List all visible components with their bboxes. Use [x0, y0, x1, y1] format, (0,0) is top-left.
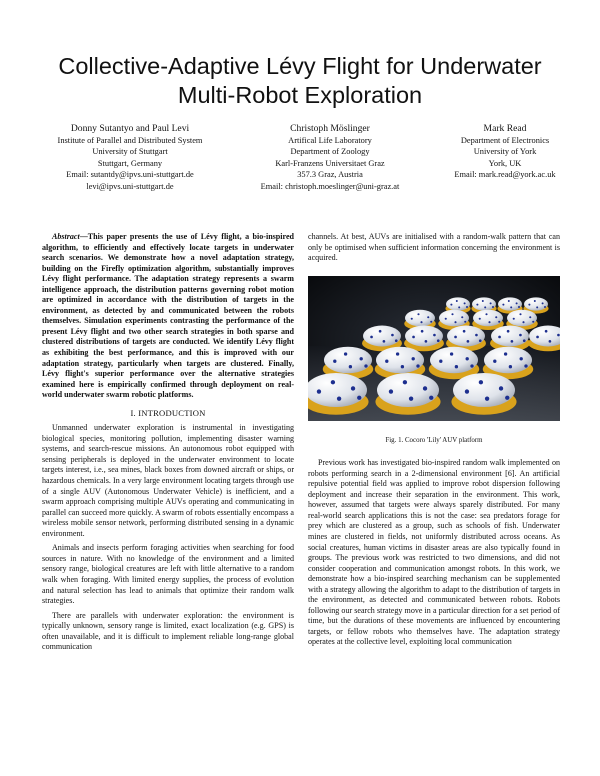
author-3 [430, 123, 580, 181]
auv-robot-sensor-dot [456, 300, 458, 302]
auv-robot-sensor-dot [383, 340, 386, 343]
author-2-name: Christoph Möslinger [290, 123, 370, 134]
title-line-1: Collective-Adaptive Lévy Flight for Underwater [58, 53, 542, 79]
auv-robot-sensor-dot [498, 320, 500, 322]
auv-robot-sensor-dot [416, 364, 419, 367]
auv-photo-image [308, 276, 560, 421]
auv-robot-sensor-dot [510, 306, 512, 308]
auv-robot-sensor-dot [536, 306, 538, 308]
author-2-lab: Artifical Life Laboratory [288, 136, 372, 145]
auv-robot-hull [447, 325, 485, 346]
auv-robot-sensor-dot [522, 321, 524, 323]
auv-robot-sensor-dot [464, 320, 466, 322]
auv-robot-sensor-dot [475, 333, 478, 336]
abstract-text: —This paper presents the use of Lévy flight, a bio-inspired algorithm, to efficiently and effectively locate targets in underwater search scenarios. We demonstrate how a novel adaptation strategy, building on the Firefly optimization algorithm, substantially improves Lévy flight performance. The adaptation strategy represents a swarm intelligence approach, the distribution patterns governing robot motion are optimized in accordance with the distribution of targets in the environment, as detected by and communicated between the robots themselves. Simulation experiments contrasting the performance of the present Lévy flight and two other search strategies in both sparse and clustered distributions of targets are conducted. We identify Lévy flight as exhibiting the best performance, and this is improved with our adaptation strategy, particularly when targets are clustered. Finally, Lévy flight's superior performance over the alternative strategies examined here is empirically confirmed through deployment on real-world underwater swarm robotic platforms. [42, 232, 294, 400]
auv-robot-sensor-dot [458, 306, 460, 308]
auv-robot-sensor-dot [545, 330, 548, 333]
auv-robot-sensor-dot [433, 333, 436, 336]
auv-robot [308, 373, 369, 415]
auv-robot-sensor-dot [463, 330, 466, 333]
auv-robot-sensor-dot [476, 303, 478, 305]
auv-robot-sensor-dot [349, 365, 352, 368]
auv-robot-sensor-dot [409, 396, 413, 400]
auv-robot-sensor-dot [502, 303, 504, 305]
auv-robot-sensor-dot [450, 303, 452, 305]
auv-robot-sensor-dot [421, 330, 424, 333]
figure-caption: Fig. 1. Cocoro 'Lily' AUV platform [385, 436, 483, 444]
auv-robot-sensor-dot [439, 359, 442, 362]
author-2-email-line: Email: christoph.moeslinger@uni-graz.at [260, 181, 400, 191]
auv-robot-hull [453, 373, 515, 407]
auv-robot-sensor-dot [484, 306, 486, 308]
auv-robot-sensor-dot [465, 389, 469, 393]
auv-robot-sensor-dot [508, 300, 510, 302]
auv-robot-sensor-dot [536, 335, 539, 338]
auv-robot-hull [363, 325, 401, 346]
auv-robot-sensor-dot [344, 352, 347, 355]
auv-robot-sensor-dot [412, 357, 415, 360]
auv-robot-sensor-dot [505, 395, 509, 399]
auv-robot-sensor-dot [488, 321, 490, 323]
auv-robot-sensor-dot [485, 396, 489, 400]
auv-robot-sensor-dot [470, 364, 473, 367]
auv-robot-sensor-dot [437, 339, 440, 342]
author-3-department: Department of Electronics [460, 136, 550, 145]
author-2-location: 357.3 Graz, Austria [297, 170, 363, 180]
title-line-2: Multi-Robot Exploration [177, 82, 423, 108]
auv-robot-sensor-dot [403, 380, 407, 384]
auv-robot-sensor-dot [385, 359, 388, 362]
auv-robot-sensor-dot [364, 364, 367, 367]
auv-robot-sensor-dot [331, 380, 335, 384]
auv-robot-sensor-dot [420, 321, 422, 323]
auv-robot-sensor-dot [411, 317, 413, 319]
intro-paragraph-1: Unmanned underwater exploration is instrumental in investigating biological species, monitoring pollution, implementing disaster warning systems, and search-rescue missions. An autonomous robot equipped with sensing peripherals is deployed in the underwater environment to locate targets interest, i.e., sea mines, black boxes from downed aircraft or ships, or hazardous chemicals. In a very large environment locating targets through use of a single AUV (Autonomous Underwater Vehicle) is inefficient, and a swarm approach comprising multiple AUVs operating and communicating in parallel can succeed more quickly. A swarm of robots essentially encompass a wireless mobile sensor network, performing distributed sensing in a dynamic environment. [42, 423, 294, 538]
auv-robot-sensor-dot [423, 386, 427, 390]
auv-robot-sensor-dot [455, 365, 458, 368]
intro-paragraph-2: Animals and insects perform foraging activities when searching for food sources in nature. With no knowledge of the environment and a limited sensory range, biological creatures are left with little alternative to a random walk when foraging. With limited energy supplies, the process of evolution and natural selection has lead to animals that optimize their random walk strategies. [42, 543, 294, 606]
abstract [42, 232, 294, 401]
auv-robot-sensor-dot [507, 330, 510, 333]
auv-robot-sensor-dot [451, 313, 453, 315]
auv-robot-sensor-dot [528, 303, 530, 305]
auv-robot-sensor-dot [337, 396, 341, 400]
auv-robot-sensor-dot [429, 395, 433, 399]
auv-robot-sensor-dot [317, 389, 321, 393]
auv-robot-sensor-dot [391, 333, 394, 336]
auv-robot-hull [473, 309, 503, 326]
author-1 [30, 123, 230, 192]
intro-paragraph-3: There are parallels with underwater exploration: the environment is typically unknown, sensory range is limited, exact localization (e.g. GPS) is often unavailable, and it is difficult to implement reliable long-range global communication [42, 610, 294, 652]
right-paragraph-continued: channels. At best, AUVs are initialised with a random-walk pattern that can only be optimised when sufficient information concerning the environment is acquired. [308, 232, 560, 263]
auv-robot-hull [439, 309, 469, 326]
figure-auv-photo [308, 276, 560, 421]
auv-robot-sensor-dot [445, 317, 447, 319]
auv-robot-hull [377, 373, 439, 407]
auv-robot-hull [376, 346, 424, 372]
auv-robot-sensor-dot [417, 313, 419, 315]
author-1-university: University of Stuttgart [92, 147, 168, 157]
auv-robot-sensor-dot [466, 357, 469, 360]
auv-robot-sensor-dot [427, 316, 429, 318]
auv-robot [404, 325, 444, 351]
auv-robot-sensor-dot [520, 357, 523, 360]
auv-robot-sensor-dot [454, 321, 456, 323]
auv-robot-sensor-dot [519, 313, 521, 315]
auv-robot-sensor-dot [360, 357, 363, 360]
auv-robot-sensor-dot [482, 300, 484, 302]
auv-robot-sensor-dot [379, 330, 382, 333]
auv-robot-sensor-dot [529, 316, 531, 318]
auv-robot [472, 309, 504, 329]
auv-robot-hull [524, 297, 548, 310]
auv-robot-sensor-dot [557, 333, 560, 336]
auv-robot-sensor-dot [395, 339, 398, 342]
auv-robot-sensor-dot [523, 339, 526, 342]
auv-robot-hull [430, 346, 478, 372]
auv-robot-sensor-dot [492, 306, 494, 308]
auv-robot-sensor-dot [389, 389, 393, 393]
auv-robot-sensor-dot [499, 386, 503, 390]
abstract-label: Abstract [52, 232, 80, 241]
auv-robot-sensor-dot [485, 313, 487, 315]
auv-robot [429, 346, 479, 378]
right-column [308, 232, 560, 648]
auv-robot-sensor-dot [544, 306, 546, 308]
auv-robot-sensor-dot [493, 359, 496, 362]
auv-robot-sensor-dot [357, 395, 361, 399]
auv-robot-sensor-dot [509, 365, 512, 368]
section-heading-introduction: I. INTRODUCTION [130, 407, 206, 418]
auv-robot-sensor-dot [425, 340, 428, 343]
auv-robot-sensor-dot [479, 317, 481, 319]
left-column [42, 232, 294, 653]
auv-robot-sensor-dot [396, 352, 399, 355]
author-3-university: University of York [473, 147, 537, 157]
auv-robot-sensor-dot [464, 302, 466, 304]
auv-robot-hull [491, 325, 529, 346]
author-3-name: Mark Read [483, 123, 527, 134]
auv-robot-sensor-dot [524, 364, 527, 367]
auv-robot-hull [405, 309, 435, 326]
auv-robot-sensor-dot [351, 386, 355, 390]
auv-robot-sensor-dot [490, 302, 492, 304]
auv-robot-sensor-dot [333, 359, 336, 362]
auv-robot-sensor-dot [479, 380, 483, 384]
right-paragraph-previous-work: Previous work has investigated bio-inspired random walk implemented on robots performing search in a 2-dimensional environment [6]. An artificial repulsive potential field was applied to improve robot dispersion following deployment and increase their separation in the environment. This work, however, assumed that targets were always sparely distributed. For many real-world search applications this is not the case: sea predators forage for prey which are clustered as a group, such as schools of fish. Underwater mines are clustered in fields, not uniformly distributed across oceans. As social creatures, human victims in disaster areas are also typically found in groups. The previous work was restricted to two dimensions, and did not consider cooperation and communication amongst robots. In this work, we demonstrate how a bio-inspired searching mechanism can be supplemented with a strategy allowing the algorithm to adapt to the distribution of targets in the environment, as detected and communicated between robots. Robots following our search strategy move in a particular direction for a set period of time, but the durations of these movements are influenced by encountering targets, or fellow robots who themselves have. The adaptation strategy operates at the collective level, exploiting local communication [308, 458, 560, 647]
auv-robot-hull [472, 297, 496, 310]
author-2-university: Karl-Franzens Universitaet Graz [275, 158, 385, 168]
auv-robot-sensor-dot [532, 320, 534, 322]
auv-robot-sensor-dot [450, 352, 453, 355]
auv-robot-sensor-dot [370, 335, 373, 338]
author-1-affiliation: Institute of Parallel and Distributed System [57, 136, 203, 145]
auv-robot-sensor-dot [454, 335, 457, 338]
author-3-location: York, UK [488, 158, 522, 168]
auv-robot-sensor-dot [430, 320, 432, 322]
author-2-email: levi@ipvs.uni-stuttgart.de [86, 181, 174, 191]
auv-robot-sensor-dot [519, 333, 522, 336]
author-1-location: Stuttgart, Germany [97, 158, 163, 168]
auv-robot-sensor-dot [516, 302, 518, 304]
author-3-email: Email: mark.read@york.ac.uk [454, 170, 556, 180]
auv-robot-hull [507, 309, 537, 326]
auv-robot-sensor-dot [498, 335, 501, 338]
auv-robot-sensor-dot [401, 365, 404, 368]
auv-robot-sensor-dot [549, 340, 552, 343]
auv-robot-sensor-dot [511, 340, 514, 343]
auv-robot-sensor-dot [479, 339, 482, 342]
auv-robot-sensor-dot [542, 302, 544, 304]
auv-robot [375, 373, 440, 415]
auv-robot-sensor-dot [467, 340, 470, 343]
auv-robot-hull [405, 325, 443, 346]
author-1-email: Email: sutantdy@ipvs.uni-stuttgart.de [66, 170, 194, 180]
auv-robot-sensor-dot [412, 335, 415, 338]
auv-robot-sensor-dot [461, 316, 463, 318]
auv-robot-hull [324, 346, 372, 372]
auv-robot-hull [498, 297, 522, 310]
author-2-department: Department of Zoology [290, 147, 370, 157]
auv-robot-sensor-dot [518, 306, 520, 308]
paper-title [40, 52, 560, 110]
auv-robot-hull [446, 297, 470, 310]
auv-robot-hull [484, 346, 532, 372]
author-1-name: Donny Sutantyo and Paul Levi [70, 123, 190, 134]
author-2 [230, 123, 430, 192]
auv-robot-sensor-dot [513, 317, 515, 319]
auv-robot-sensor-dot [534, 300, 536, 302]
auv-robot [451, 373, 516, 415]
auv-robot-sensor-dot [466, 306, 468, 308]
auv-robot-sensor-dot [504, 352, 507, 355]
auv-robot-sensor-dot [495, 316, 497, 318]
